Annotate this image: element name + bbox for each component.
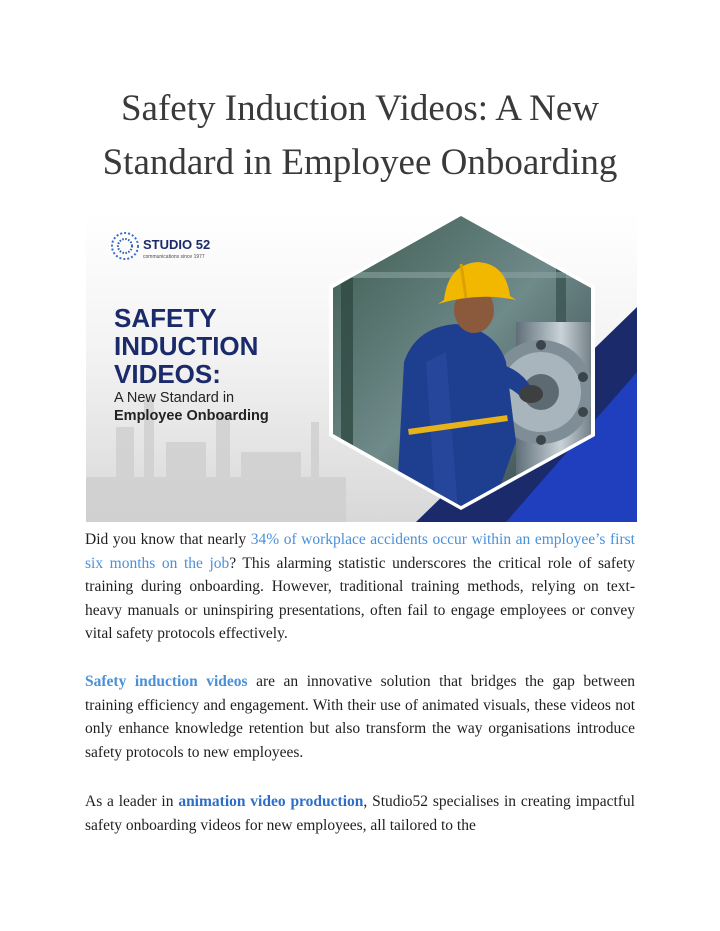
accident-statistic-link[interactable]: 34% of workplace accidents occur within an employee’s first six months on the job: [85, 531, 635, 572]
hero-headline-line-2: INDUCTION: [114, 331, 259, 361]
animation-video-production-link[interactable]: animation video production: [178, 793, 364, 810]
paragraph-studio52: [85, 790, 635, 837]
title-line-2: Standard in Employee Onboarding: [102, 142, 618, 183]
paragraph-solution-text: are an innovative solution that bridges the gap between training efficiency and engagement. With their use of animated visuals, these videos not only enhance knowledge retention but also transform the way organisations introduce safety protocols to new employees.: [85, 673, 635, 761]
paragraph-intro-text-1: Did you know that nearly: [85, 531, 251, 548]
logo-tagline: communications since 1977: [143, 254, 205, 260]
hero-headline-line-1: SAFETY: [114, 303, 217, 333]
paragraph-intro: [85, 528, 635, 646]
hero-image: [86, 212, 637, 522]
paragraph-solution: [85, 670, 635, 764]
title-line-1: Safety Induction Videos: A New: [120, 88, 600, 129]
logo-name: STUDIO 52: [143, 237, 211, 252]
paragraph-studio52-text-2: , Studio52 specialises in creating impactful safety onboarding videos for new employees, all tailored to the: [85, 793, 635, 834]
paragraph-studio52-text-1: As a leader in: [85, 793, 179, 810]
hero-subhead-line-1: A New Standard in: [114, 390, 235, 406]
safety-induction-videos-link[interactable]: Safety induction videos: [85, 673, 248, 690]
hero-headline-line-3: VIDEOS:: [114, 359, 221, 389]
page-title: [60, 82, 660, 190]
paragraph-intro-text-2: ? This alarming statistic underscores the critical role of safety training during onboarding. However, traditional training methods, relying on text-heavy manuals or uninspiring presentations, often fail to engage employees or convey vital safety protocols effectively.: [85, 554, 636, 642]
hero-illustration: [86, 212, 637, 522]
hero-subhead-line-2: Employee Onboarding: [114, 408, 269, 424]
